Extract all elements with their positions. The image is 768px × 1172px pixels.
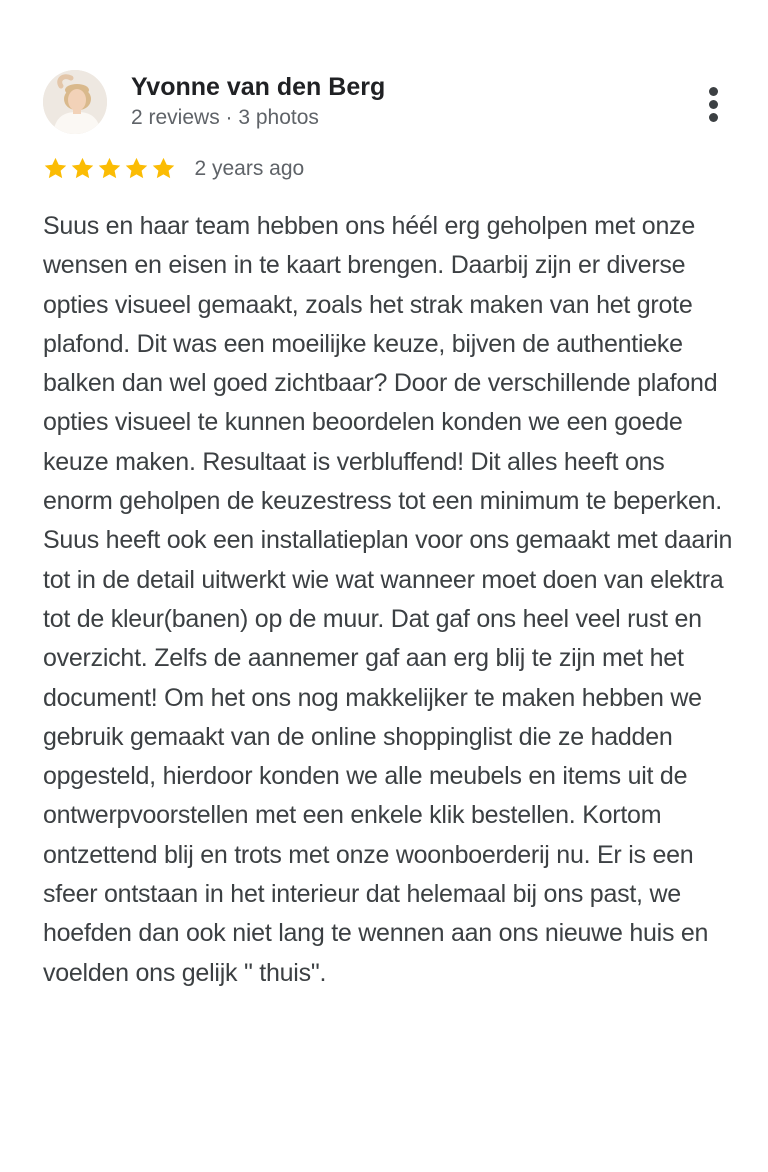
star-icon [124,156,149,181]
avatar-photo-icon [43,70,107,134]
author-meta: 2 reviews · 3 photos [131,106,319,129]
star-icon [151,156,176,181]
star-icon [43,156,68,181]
avatar[interactable] [43,70,107,134]
star-rating [43,156,178,181]
rating-row [43,156,304,186]
review-text: Suus en haar team hebben ons héél erg geholpen met onze wensen en eisen in te kaart brengen. Daarbij zijn er diverse opties visueel gemaakt, zoals het strak maken van het grote plafond. Dit was een moeilijke keuze, bijven de authentieke balken dan wel goed zichtbaar? Door de verschillende plafond opties visueel te kunnen beoordelen konden we een goede keuze maken. Resultaat is verbluffend! Dit alles heeft ons enorm geholpen de keuzestress tot een minimum te beperken. Suus heeft ook een installatieplan voor ons gemaakt met daarin tot in de detail uitwerkt wie wat wanneer moet doen van elektra tot de kleur(banen) op de muur. Dat gaf ons heel veel rust en overzicht. Zelfs de aannemer gaf aan erg blij te zijn met het document! Om het ons nog makkelijker te maken hebben we gebruik gemaakt van de online shoppinglist die ze hadden opgesteld, hierdoor konden we alle meubels en items uit de ontwerpvoorstellen met een enkele klik bestellen. Kortom ontzettend blij en trots met onze woonboerderij nu. Er is een sfeer ontstaan in het interieur dat helemaal bij ons past, we hoefden dan ook niet lang te wennen aan ons nieuwe huis en voelden ons gelijk " thuis". [43,212,733,987]
author-block [131,72,385,131]
review-date: 2 years ago [194,156,305,180]
star-icon [97,156,122,181]
more-options-button[interactable] [698,82,730,126]
author-name[interactable]: Yvonne van den Berg [131,73,386,101]
review-header [43,70,733,134]
star-icon [70,156,95,181]
